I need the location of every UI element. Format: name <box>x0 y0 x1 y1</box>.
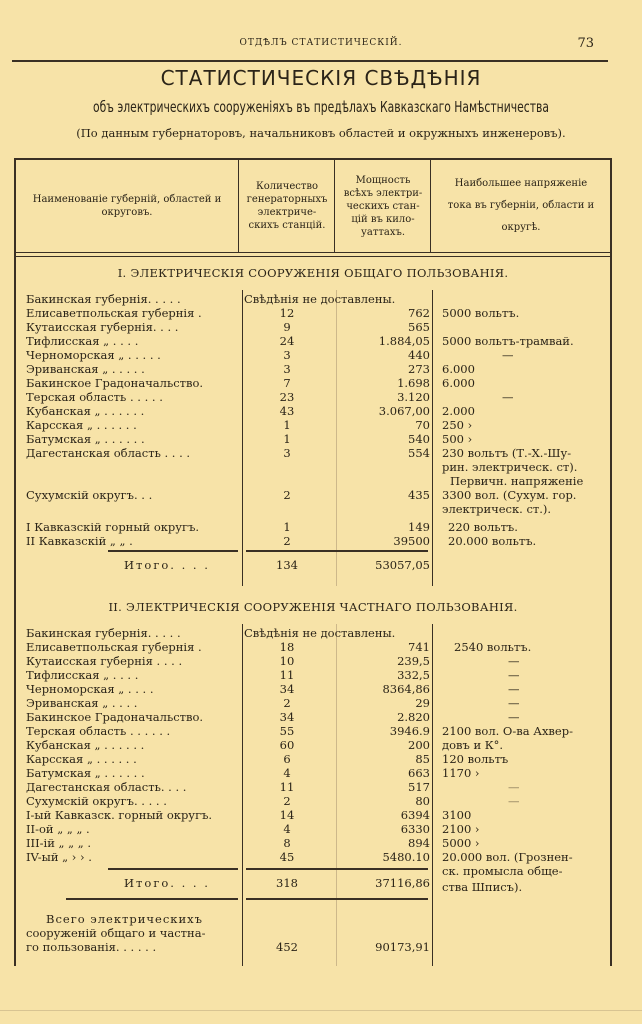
max-voltage: 2.000 <box>442 404 475 418</box>
power-kw: 149 <box>408 520 430 534</box>
page-title: СТАТИСТИЧЕСКІЯ СВѢДѢНІЯ <box>160 66 482 90</box>
no-data-note: Свѣдѣнія не доставлены. <box>244 292 396 306</box>
power-kw: 440 <box>408 348 430 362</box>
station-count: 6 <box>283 752 291 766</box>
source-note: (По данным губернаторовъ, начальниковъ областей и окружныхъ инженеровъ). <box>76 126 566 140</box>
station-count: 9 <box>283 320 291 334</box>
max-voltage: 20.000 вольтъ. <box>448 534 537 548</box>
region-name: III-ій „ „ „ . <box>26 836 92 850</box>
station-count: 1 <box>283 520 291 534</box>
table-row <box>16 446 610 460</box>
page-bottom-edge <box>0 1010 642 1011</box>
grand-total-power: 90173,91 <box>375 940 430 954</box>
table-row <box>16 724 610 738</box>
region-name: Сухумскій округъ. . . <box>26 488 153 502</box>
max-voltage: — <box>508 710 520 724</box>
region-name: Черноморская „ . . . . . <box>26 348 161 362</box>
table-row <box>16 306 610 320</box>
max-voltage: 6.000 <box>442 362 475 376</box>
table-row <box>16 696 610 710</box>
region-name: Бакинская губернія. . . . . <box>26 626 181 640</box>
station-count: 34 <box>279 682 295 696</box>
region-name: Терская область . . . . . <box>26 390 163 404</box>
table-row <box>16 418 610 432</box>
station-count: 2 <box>283 794 291 808</box>
region-name: Кутаисская губернія. . . . <box>26 320 179 334</box>
max-voltage: 500 › <box>442 432 473 446</box>
max-voltage: 250 › <box>442 418 473 432</box>
grand-total-count: 452 <box>276 940 298 954</box>
station-count: 10 <box>279 654 295 668</box>
page-number: 73 <box>577 36 594 51</box>
region-name: Дагестанская область . . . . <box>26 446 191 460</box>
table-row <box>16 390 610 404</box>
total-count: 318 <box>276 876 298 890</box>
max-voltage: — <box>508 668 520 682</box>
power-kw: 540 <box>408 432 430 446</box>
page-subtitle: объ электрическихъ сооруженіяхъ въ предѣлахъ Кавказскаго Намѣстничества <box>93 98 549 116</box>
table-row <box>16 850 610 864</box>
total-power: 53057,05 <box>375 558 430 572</box>
station-count: 43 <box>279 404 295 418</box>
table-row <box>16 780 610 794</box>
region-name: Батумская „ . . . . . . <box>26 766 145 780</box>
station-count: 4 <box>283 822 291 836</box>
max-voltage-continued: Первичн. напряженіе <box>450 474 584 488</box>
power-kw: 554 <box>408 446 430 460</box>
max-voltage: — <box>502 348 514 362</box>
running-head <box>0 36 642 52</box>
table-row <box>16 654 610 668</box>
total-rule <box>246 550 428 552</box>
table-row <box>16 376 610 390</box>
region-name: II Кавказскій „ „ . <box>26 534 133 548</box>
table-row <box>16 334 610 348</box>
max-voltage-continued: ск. промысла обще- <box>442 864 563 878</box>
max-voltage-continued: электрическ. ст.). <box>442 502 552 516</box>
max-voltage: — <box>508 682 520 696</box>
total-rule <box>246 898 428 900</box>
station-count: 18 <box>279 640 295 654</box>
max-voltage: 2100 › <box>442 822 480 836</box>
max-voltage: 2540 вольтъ. <box>454 640 532 654</box>
table-row <box>16 534 610 548</box>
table-row <box>16 808 610 822</box>
grand-total-row <box>16 940 610 954</box>
column-header-count: Количество генераторныхъ электриче-скихъ станцій. <box>246 181 328 231</box>
table-row <box>16 348 610 362</box>
total-rule <box>66 898 238 900</box>
region-name: Батумская „ . . . . . . <box>26 432 145 446</box>
power-kw: 6394 <box>400 808 430 822</box>
grand-total-label: го пользованія. . . . . . <box>26 940 157 954</box>
power-kw: 517 <box>408 780 430 794</box>
table-row <box>16 836 610 850</box>
region-name: Карсская „ . . . . . . <box>26 418 137 432</box>
region-name: I-ый Кавказск. горный округъ. <box>26 808 213 822</box>
grand-total-label: сооруженій общаго и частна- <box>26 926 206 940</box>
station-count: 12 <box>279 306 295 320</box>
region-name: IV-ый „ › › . <box>26 850 92 864</box>
power-kw: 80 <box>415 794 430 808</box>
max-voltage-continued: ства Шписъ). <box>442 880 523 894</box>
station-count: 11 <box>279 668 295 682</box>
power-kw: 3.067,00 <box>378 404 430 418</box>
power-kw: 2.820 <box>397 710 430 724</box>
power-kw: 762 <box>408 306 430 320</box>
table-row <box>16 626 610 640</box>
region-name: Бакинское Градоначальство. <box>26 710 204 724</box>
total-rule <box>108 550 238 552</box>
station-count: 11 <box>279 780 295 794</box>
header-divider <box>238 160 239 252</box>
total-label: Итого. . . . <box>124 558 210 572</box>
region-name: Дагестанская область. . . . <box>26 780 187 794</box>
table-row <box>16 766 610 780</box>
station-count: 7 <box>283 376 291 390</box>
region-name: Елисаветпольская губернія . <box>26 640 202 654</box>
region-name: Сухумскій округъ. . . . . <box>26 794 167 808</box>
table-row <box>16 488 610 502</box>
station-count: 4 <box>283 766 291 780</box>
power-kw: 894 <box>408 836 430 850</box>
power-kw: 5480.10 <box>382 850 430 864</box>
max-voltage: 20.000 вол. (Грознен- <box>442 850 573 864</box>
power-kw: 1.698 <box>397 376 430 390</box>
max-voltage: 5000 › <box>442 836 480 850</box>
station-count: 1 <box>283 432 291 446</box>
total-label: Итого. . . . <box>124 876 210 890</box>
power-kw: 29 <box>415 696 430 710</box>
region-name: Эриванская „ . . . . . <box>26 362 145 376</box>
section-title-public: I. ЭЛЕКТРИЧЕСКІЯ СООРУЖЕНІЯ ОБЩАГО ПОЛЬЗОВАНІЯ. <box>117 266 509 280</box>
power-kw: 1.884,05 <box>378 334 430 348</box>
total-count: 134 <box>276 558 298 572</box>
station-count: 55 <box>279 724 295 738</box>
total-power: 37116,86 <box>375 876 430 890</box>
max-voltage: — <box>508 780 520 794</box>
column-header-name: Наименованіе губерній, областей и округовъ. <box>32 194 222 218</box>
max-voltage: 1170 › <box>442 766 480 780</box>
region-name: Елисаветпольская губернія . <box>26 306 202 320</box>
section-title-private: II. ЭЛЕКТРИЧЕСКІЯ СООРУЖЕНІЯ ЧАСТНАГО ПОЛЬЗОВАНІЯ. <box>108 600 518 614</box>
max-voltage: — <box>508 654 520 668</box>
table-row <box>16 710 610 724</box>
table-row <box>16 822 610 836</box>
grand-total-label: Всего электрическихъ <box>46 912 203 926</box>
table-row <box>16 880 610 894</box>
max-voltage: 3300 вол. (Сухум. гор. <box>442 488 577 502</box>
table-row <box>16 404 610 418</box>
column-header-power: Мощность всѣхъ электри-ческихъ стан-цій въ кило-уаттахъ. <box>343 174 423 238</box>
table-row <box>16 520 610 534</box>
region-name: Карсская „ . . . . . . <box>26 752 137 766</box>
station-count: 2 <box>283 696 291 710</box>
region-name: Черноморская „ . . . . <box>26 682 154 696</box>
table-row <box>16 432 610 446</box>
region-name: Кубанская „ . . . . . . <box>26 738 145 752</box>
table-row <box>16 668 610 682</box>
station-count: 2 <box>283 534 291 548</box>
power-kw: 435 <box>408 488 430 502</box>
max-voltage: 3100 <box>442 808 472 822</box>
region-name: Тифлисская „ . . . . <box>26 334 139 348</box>
power-kw: 3.120 <box>397 390 430 404</box>
table-row <box>16 640 610 654</box>
region-name: Тифлисская „ . . . . <box>26 668 139 682</box>
power-kw: 8364,86 <box>382 682 430 696</box>
table-row <box>16 320 610 334</box>
region-name: Терская область . . . . . . <box>26 724 171 738</box>
table-row <box>16 738 610 752</box>
power-kw: 663 <box>408 766 430 780</box>
max-voltage: довъ и К°. <box>442 738 504 752</box>
power-kw: 39500 <box>393 534 430 548</box>
power-kw: 565 <box>408 320 430 334</box>
station-count: 2 <box>283 488 291 502</box>
region-name: Бакинская губернія. . . . . <box>26 292 181 306</box>
power-kw: 6330 <box>400 822 430 836</box>
max-voltage: — <box>502 390 514 404</box>
max-voltage: 230 вольтъ (Т.-Х.-Шу- <box>442 446 572 460</box>
region-name: II-ой „ „ „ . <box>26 822 90 836</box>
max-voltage-continued: рин. электрическ. ст). <box>442 460 578 474</box>
region-name: Кубанская „ . . . . . . <box>26 404 145 418</box>
max-voltage: — <box>508 696 520 710</box>
station-count: 8 <box>283 836 291 850</box>
power-kw: 3946.9 <box>389 724 430 738</box>
station-count: 23 <box>279 390 295 404</box>
grand-total-label-line <box>16 912 610 926</box>
no-data-note: Свѣдѣнія не доставлены. <box>244 626 396 640</box>
header-rule <box>16 256 610 257</box>
max-voltage: 5000 вольтъ. <box>442 306 520 320</box>
running-title: ОТДѢЛЪ СТАТИСТИЧЕСКІЙ. <box>239 38 403 48</box>
station-count: 3 <box>283 362 291 376</box>
table-row <box>16 752 610 766</box>
table-row <box>16 292 610 306</box>
table-row <box>16 502 610 516</box>
max-voltage: — <box>508 794 520 808</box>
statistics-table <box>14 158 612 966</box>
header-rule <box>16 252 610 253</box>
power-kw: 200 <box>408 738 430 752</box>
header-divider <box>334 160 335 252</box>
station-count: 3 <box>283 348 291 362</box>
region-name: I Кавказскій горный округъ. <box>26 520 200 534</box>
max-voltage: 220 вольтъ. <box>448 520 518 534</box>
max-voltage: 5000 вольтъ-трамвай. <box>442 334 574 348</box>
station-count: 1 <box>283 418 291 432</box>
station-count: 34 <box>279 710 295 724</box>
region-name: Бакинское Градоначальство. <box>26 376 204 390</box>
station-count: 45 <box>279 850 295 864</box>
total-row <box>16 556 610 574</box>
station-count: 24 <box>279 334 295 348</box>
power-kw: 332,5 <box>397 668 430 682</box>
grand-total-label-line <box>16 926 610 940</box>
max-voltage: 120 вольтъ <box>442 752 509 766</box>
header-divider <box>430 160 431 252</box>
region-name: Эриванская „ . . . . <box>26 696 138 710</box>
max-voltage: 6.000 <box>442 376 475 390</box>
power-kw: 741 <box>408 640 430 654</box>
header-rule <box>12 60 608 62</box>
region-name: Кутаисская губернія . . . . <box>26 654 183 668</box>
table-row <box>16 682 610 696</box>
station-count: 14 <box>279 808 295 822</box>
power-kw: 239,5 <box>397 654 430 668</box>
station-count: 3 <box>283 446 291 460</box>
table-row <box>16 460 610 474</box>
power-kw: 273 <box>408 362 430 376</box>
table-row <box>16 794 610 808</box>
table-row <box>16 362 610 376</box>
column-header-voltage: Наибольшее напряженіе тока въ губерніи, области и округѣ. <box>447 178 595 233</box>
power-kw: 70 <box>415 418 430 432</box>
table-row <box>16 474 610 488</box>
station-count: 60 <box>279 738 295 752</box>
max-voltage: 2100 вол. О-ва Ахвер- <box>442 724 573 738</box>
power-kw: 85 <box>415 752 430 766</box>
